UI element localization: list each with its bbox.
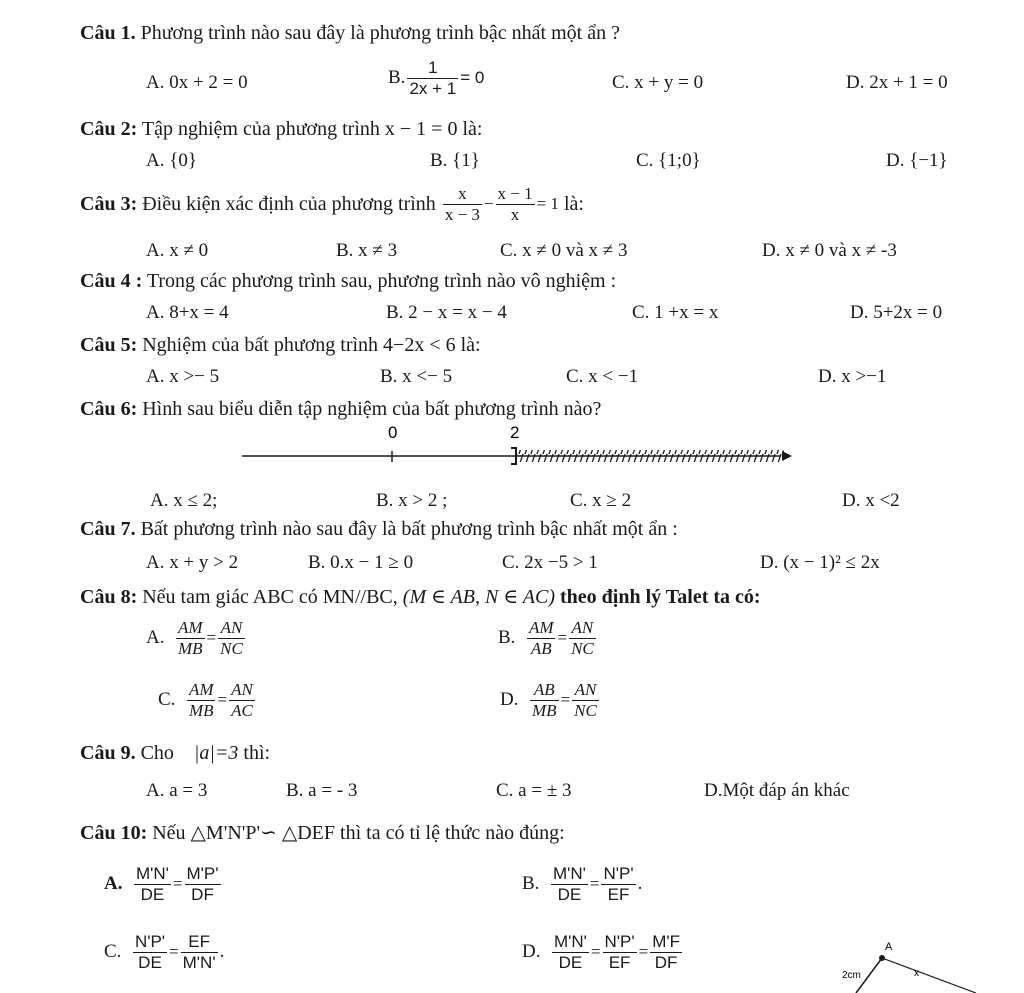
side-x-label: x [914,968,919,979]
question-8 [80,584,761,609]
q8-option-a: A. $\frac{AM}{MB}$ = $\frac{AN}{NC}$ [146,618,243,658]
q10-option-a: A. $\frac{M'N'}{DE}$ = $\frac{M'P'}{DF}$ [104,864,219,904]
q6-option-c: C. x ≥ 2 [570,490,632,511]
q9-option-a: A. a = 3 [146,780,208,801]
q5-option-c: C. x < −1 [566,366,639,387]
q9-label: Câu 9. [80,742,136,764]
q8-option-b: B. $\frac{AM}{AB}$ = $\frac{AN}{NC}$ [498,618,594,658]
q10-option-d: D. $\frac{M'N'}{DE}$ = $\frac{N'P'}{EF}$ = $\frac{M'F}{DF}$ [522,932,681,972]
question-2 [80,118,482,141]
q3-fraction-1: $\frac{x}{x - 3}$ [444,184,480,224]
q6-text: Hình sau biểu diễn tập nghiệm của bất phương trình nào? [142,398,602,420]
question-4 [80,270,616,293]
q6-option-d: D. x <2 [842,490,900,511]
q9-option-d: D.Một đáp án khác [704,780,850,801]
q4-option-d: D. 5+2x = 0 [850,302,943,323]
q4-option-c: C. 1 +x = x [632,302,719,323]
q1-fraction: $\frac{1}{2x + 1}$ [409,58,457,98]
q2-option-d: D. {−1} [886,150,948,171]
vertex-a-dot [879,955,885,961]
tick-label-2: 2 [510,423,520,442]
q9-option-c: C. a = ± 3 [496,780,572,801]
q2-option-c: C. {1;0} [636,150,701,171]
question-5 [80,334,481,357]
q3-option-c: C. x ≠ 0 và x ≠ 3 [500,240,628,261]
q3-option-b: B. x ≠ 3 [336,240,398,261]
q1-option-b: B. $\frac{1}{2x + 1}$ = 0 [388,58,485,98]
q5-label: Câu 5: [80,334,138,356]
q6-label: Câu 6: [80,398,138,420]
q8-label: Câu 8: [80,586,138,608]
q8-option-d: D. $\frac{AB}{MB}$ = $\frac{AN}{NC}$ [500,680,597,720]
q7-option-b: B. 0.x − 1 ≥ 0 [308,552,414,573]
q2-text: Tập nghiệm của phương trình x − 1 = 0 là: [141,118,483,140]
number-line [230,418,810,474]
arrow-head-icon [782,451,792,461]
q8-condition: (M ∈ AB, N ∈ AC) [402,586,555,608]
q8-text-2: theo định lý Talet ta có: [559,586,761,608]
q5-option-a: A. x >− 5 [146,366,220,387]
q1-option-d: D. 2x + 1 = 0 [846,72,948,93]
q1-option-a: A. 0x + 2 = 0 [146,72,248,93]
q3-fraction-2: $\frac{x - 1}{x}$ [497,184,533,224]
q8-option-c: C. $\frac{AM}{MB}$ = $\frac{AN}{AC}$ [158,680,253,720]
q6-option-a: A. x ≤ 2; [150,490,218,511]
question-9 [80,742,270,765]
q7-option-c: C. 2x −5 > 1 [502,552,598,573]
q4-option-b: B. 2 − x = x − 4 [386,302,507,323]
question-3: Câu 3: Điều kiện xác định của phương trình $\frac{x}{x - 3}$ − $\frac{x - 1}{x}$ = 1 là: [80,184,584,224]
excluded-region-hatch [516,450,784,462]
q3-label: Câu 3: [80,192,138,215]
question-10 [80,820,565,845]
triangle-figure [836,936,986,993]
q3-option-d: D. x ≠ 0 và x ≠ -3 [762,240,897,261]
q8-text-1: Nếu tam giác ABC có MN//BC, [142,586,398,608]
q5-text: Nghiệm của bất phương trình 4−2x < 6 là: [142,334,481,356]
q9-absolute-value: |a|=3 [193,742,239,764]
q7-label: Câu 7. [80,518,136,540]
q10-text: Nếu △M'N'P'∽ △DEF thì ta có tỉ lệ thức nào đúng: [152,822,565,844]
q2-label: Câu 2: [80,118,138,140]
q3-text: Điều kiện xác định của phương trình [142,192,436,215]
q5-option-b: B. x <− 5 [380,366,453,387]
q10-option-b: B. $\frac{M'N'}{DE}$ = $\frac{N'P'}{EF}$ . [522,864,643,904]
q9-text: Cho [140,742,174,764]
tick-label-0: 0 [388,423,398,442]
question-7 [80,518,678,541]
q7-option-a: A. x + y > 2 [146,552,239,573]
q3-option-a: A. x ≠ 0 [146,240,209,261]
question-1 [80,22,620,45]
vertex-label-a: A [885,941,893,953]
q4-text: Trong các phương trình sau, phương trình nào vô nghiệm : [146,270,617,292]
q2-option-a: A. {0} [146,150,197,171]
side-length-label: 2cm [842,970,861,981]
q9-option-b: B. a = - 3 [286,780,358,801]
q10-label: Câu 10: [80,822,148,844]
triangle-side-right [882,958,976,993]
q4-label: Câu 4 : [80,270,143,292]
q1-label: Câu 1. [80,22,136,44]
q1-option-c: C. x + y = 0 [612,72,704,93]
q9-tail: thì: [243,742,271,764]
q6-option-b: B. x > 2 ; [376,490,448,511]
q10-option-c: C. $\frac{N'P'}{DE}$ = $\frac{EF}{M'N'}$ . [104,932,225,972]
q7-text: Bất phương trình nào sau đây là bất phương trình bậc nhất một ẩn : [140,518,678,540]
q5-option-d: D. x >−1 [818,366,887,387]
q1-text: Phương trình nào sau đây là phương trình bậc nhất một ẩn ? [140,22,620,44]
q7-option-d: D. (x − 1)² ≤ 2x [760,552,880,573]
q4-option-a: A. 8+x = 4 [146,302,229,323]
q2-option-b: B. {1} [430,150,480,171]
